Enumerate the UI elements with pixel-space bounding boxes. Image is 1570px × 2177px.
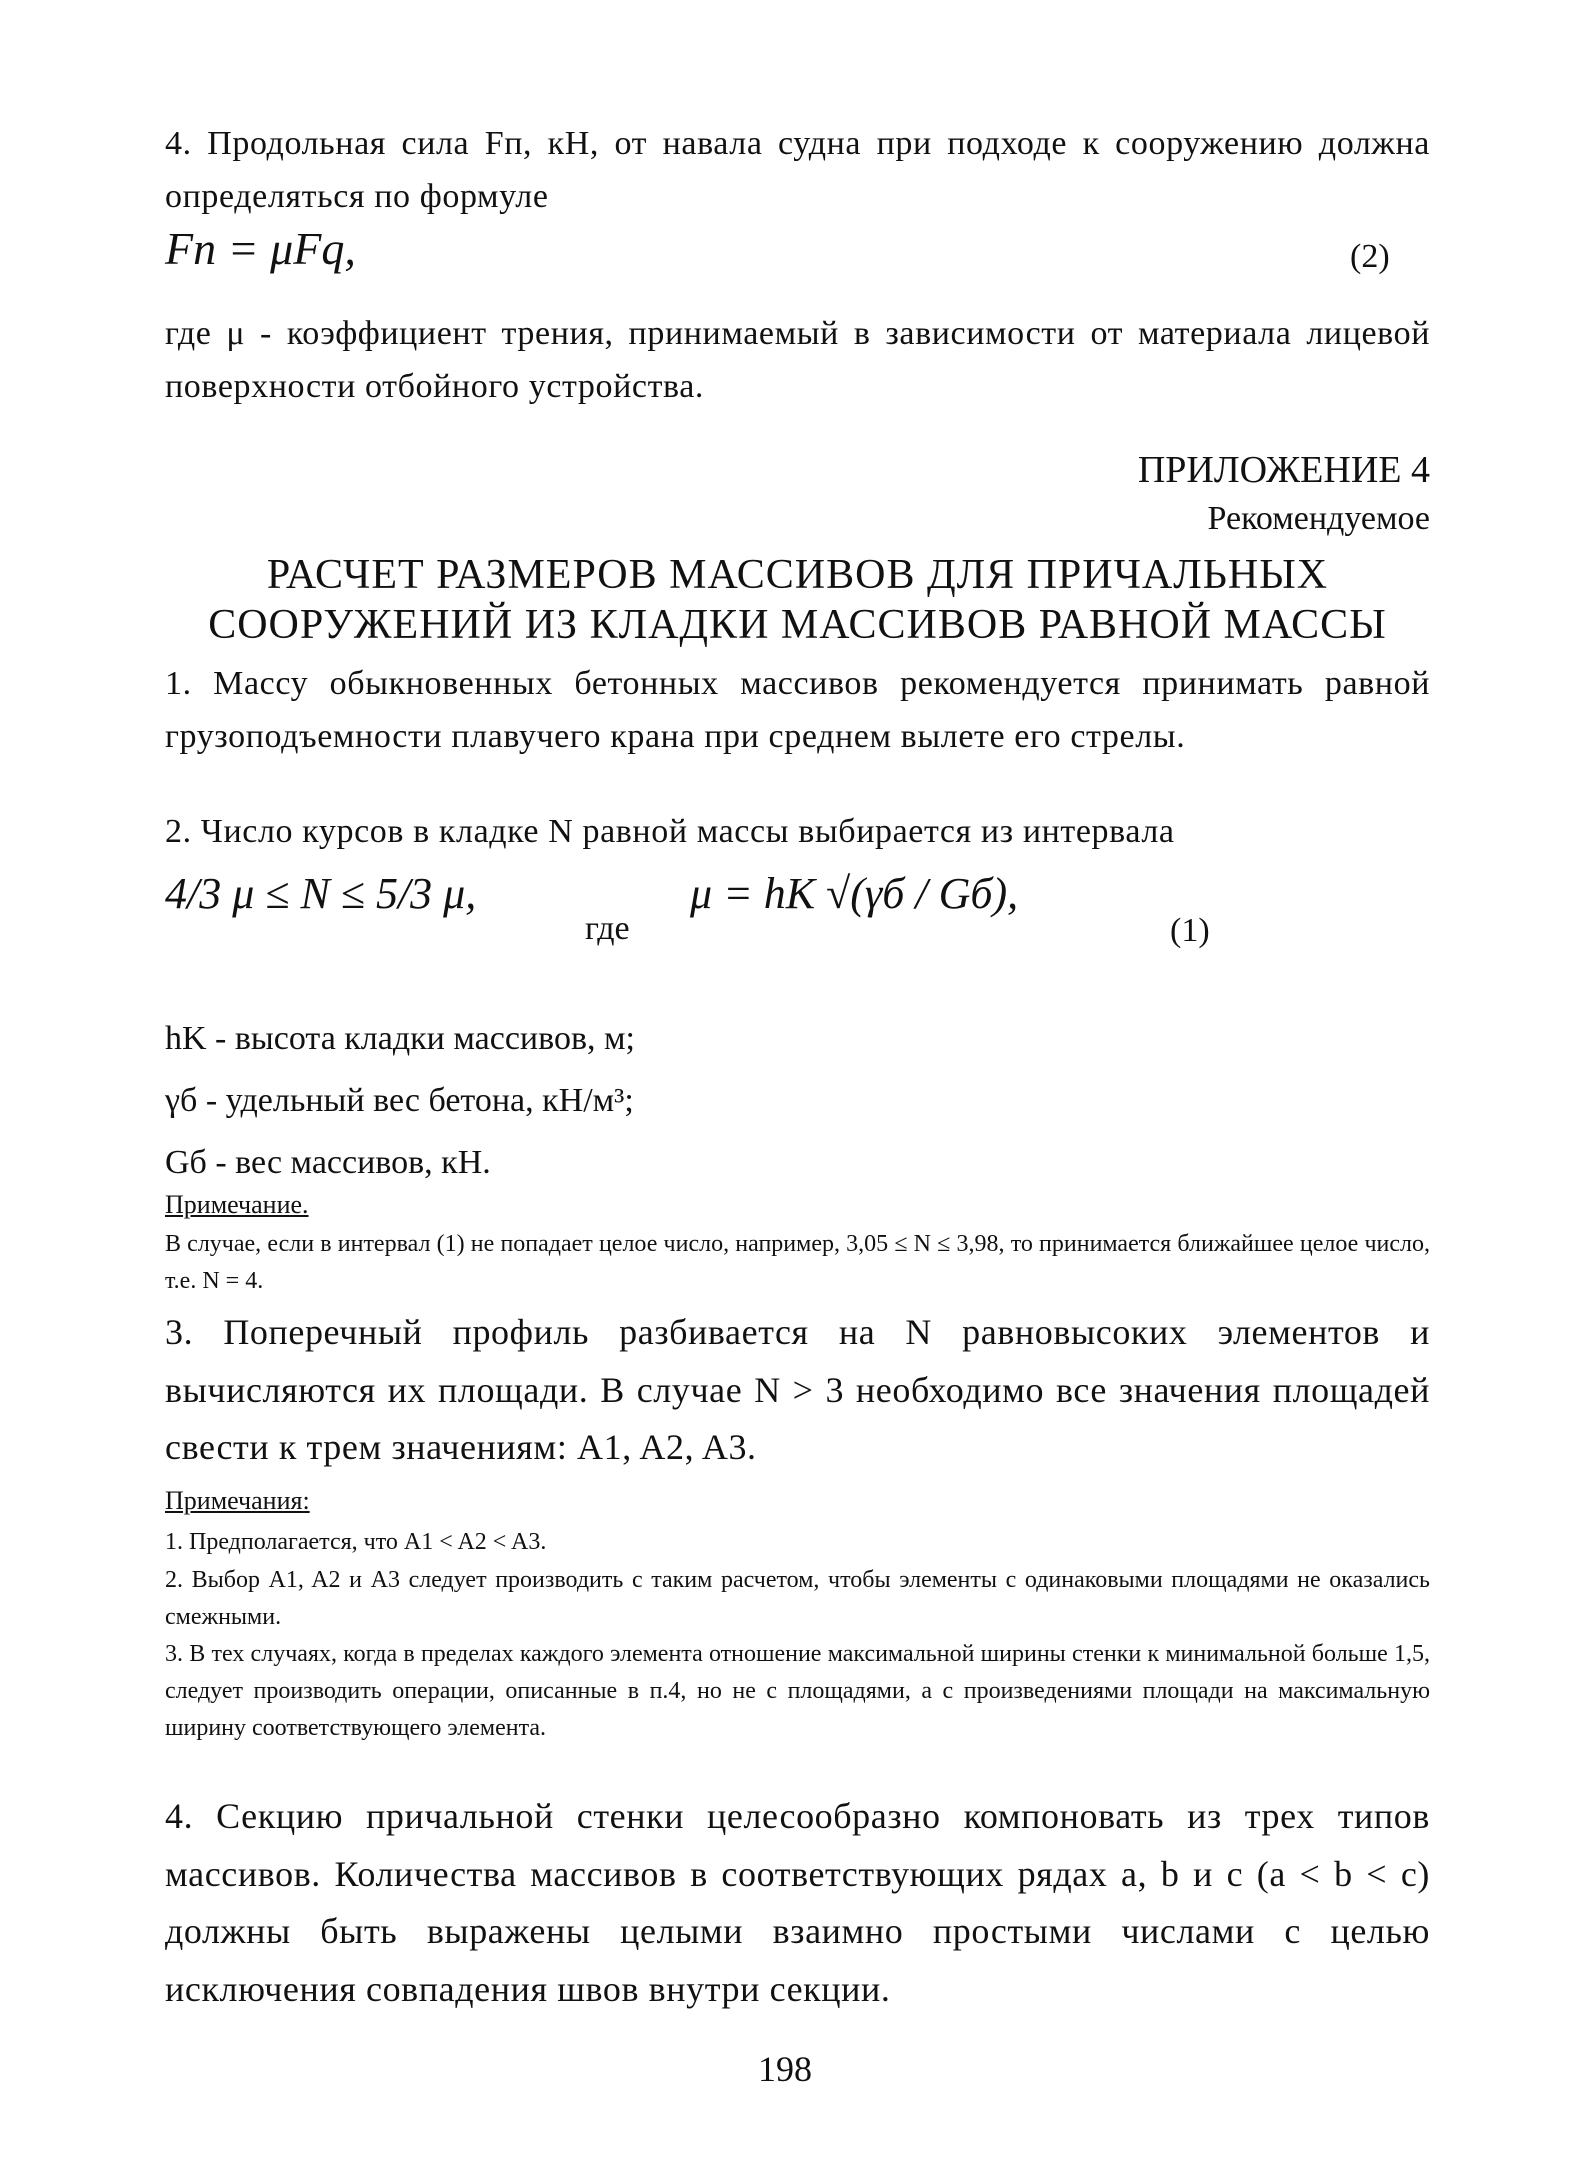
notes2-item-3: 3. В тех случаях, когда в пределах каждого элемента отношение максимальной ширины стенки к минимальной больше 1,5, следует производить операции, описанные в п.4, но не с площадями, а с произведениями площади на максимальную ширину соответствующего элемента. (165, 1641, 1430, 1742)
appendix-label: ПРИЛОЖЕНИЕ 4 (1137, 449, 1430, 491)
paragraph-3: 3. Поперечный профиль разбивается на N равновысоких элементов и вычисляются их площади. В случае N > 3 необходимо все значения площадей свести к трем значениям: A1, A2, A3. (165, 1312, 1430, 1468)
interval-formula: 4/3 μ ≤ N ≤ 5/3 μ, (165, 869, 477, 918)
appendix-title-line1: РАСЧЕТ РАЗМЕРОВ МАССИВОВ ДЛЯ ПРИЧАЛЬНЫХ (266, 552, 1329, 598)
formula-where-word: где (585, 910, 630, 947)
formula-2: Fп = μFq, (165, 223, 356, 274)
note1-text: В случае, если в интервал (1) не попадает целое число, например, 3,05 ≤ N ≤ 3,98, то принимается ближайшее целое число, т.е. N = 4. (165, 1231, 1430, 1295)
paragraph-2: 2. Число курсов в кладке N равной массы выбирается из интервала (165, 813, 1175, 850)
notes2-item-1: 1. Предполагается, что A1 < A2 < A3. (165, 1529, 547, 1555)
mu-formula: μ = hK √(γб / Gб), (690, 869, 1019, 918)
notes2-label: Примечания: (165, 1486, 310, 1515)
note1-label: Примечание. (165, 1190, 309, 1219)
paragraph-1: 1. Массу обыкновенных бетонных массивов рекомендуется принимать равной грузоподъемности плавучего крана при среднем вылете его стрелы. (165, 665, 1430, 755)
mu-definition: где μ - коэффициент трения, принимаемый в зависимости от материала лицевой поверхности отбойного устройства. (165, 315, 1430, 405)
notes2-item-2: 2. Выбор A1, A2 и A3 следует производить с таким расчетом, чтобы элементы с одинаковыми площадями не оказались смежными. (165, 1567, 1430, 1631)
definition-g: Gб - вес массивов, кН. (165, 1144, 491, 1181)
equation-number-1: (1) (1170, 912, 1210, 949)
definition-gamma: γб - удельный вес бетона, кН/м³; (165, 1082, 634, 1119)
appendix-title-line2: СООРУЖЕНИЙ ИЗ КЛАДКИ МАССИВОВ РАВНОЙ МАССЫ (208, 602, 1387, 648)
appendix-status: Рекомендуемое (1207, 500, 1430, 537)
paragraph-4: 4. Секцию причальной стенки целесообразно компоновать из трех типов массивов. Количества массивов в соответствующих рядах a, b и c (a < b < c) должны быть выражены целыми взаимно простыми числами с целью исключения совпадения швов внутри секции. (165, 1796, 1430, 2009)
section4-paragraph: 4. Продольная сила Fп, кН, от навала судна при подходе к сооружению должна определяться по формуле (165, 125, 1430, 215)
equation-number-2: (2) (1350, 238, 1390, 275)
definition-h: hK - высота кладки массивов, м; (165, 1020, 635, 1057)
page-number: 198 (758, 2049, 812, 2089)
